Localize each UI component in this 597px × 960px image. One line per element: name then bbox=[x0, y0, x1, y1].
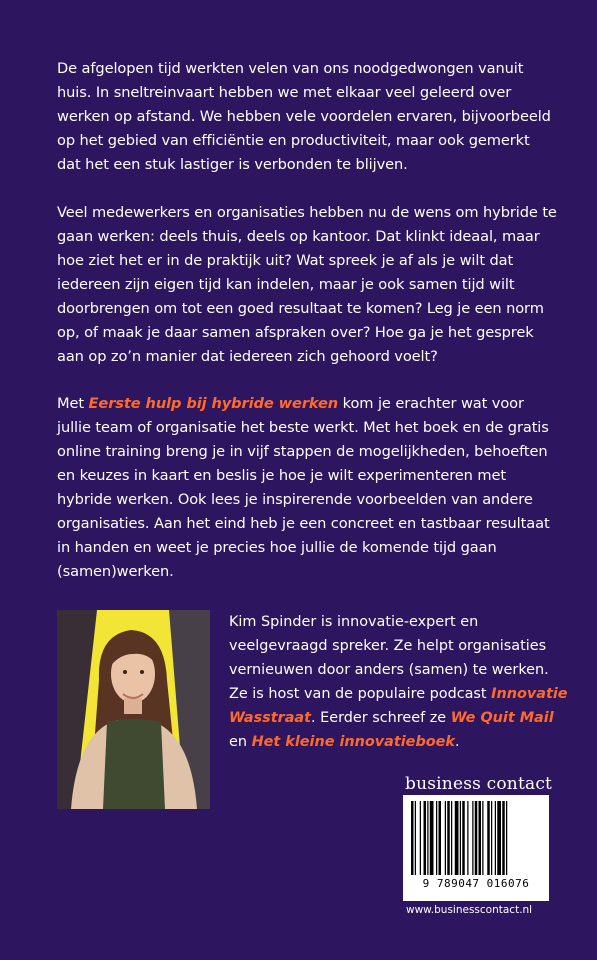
barcode-bar bbox=[427, 801, 428, 875]
barcode-bar bbox=[467, 801, 468, 875]
author-photo bbox=[57, 610, 210, 809]
barcode-bar bbox=[420, 801, 421, 875]
book-paragraph bbox=[57, 392, 557, 584]
barcode-bar bbox=[430, 801, 434, 875]
barcode-bar bbox=[445, 801, 446, 875]
hybrid-paragraph: Veel medewerkers en organisaties hebben nu de wens om hybride te gaan werken: deels thuis, deels op kantoor. Dat klinkt ideaal, maar hoe ziet het er in de praktijk uit? Wat spreek je af als je wilt dat iedereen zijn eigen tijd kan indelen, maar je ook samen tijd wilt doorbrengen om tot een goed resultaat te komen? Leg je een norm op, of maak je daar samen afspraken over? Hoe ga je het gesprek aan op zo’n manier dat iedereen zich gehoord voelt? bbox=[57, 204, 557, 365]
publisher-logo: business contact bbox=[405, 774, 553, 794]
barcode-bar bbox=[462, 801, 465, 875]
bio-text-2: . Eerder schreef ze bbox=[311, 710, 451, 726]
barcode-bar bbox=[424, 801, 427, 875]
barcode-bar bbox=[491, 801, 492, 875]
barcode-bar bbox=[451, 801, 452, 875]
barcode-bar bbox=[436, 801, 437, 875]
barcode-bar bbox=[482, 801, 483, 875]
barcode-bar bbox=[487, 801, 490, 875]
barcode bbox=[403, 795, 549, 901]
bio-text-1: Kim Spinder is innovatie-expert en veelgevraagd spreker. Ze helpt organisaties vernieuwen door anders (samen) te werken. Ze is host van de populaire podcast bbox=[229, 614, 549, 702]
barcode-bar bbox=[479, 801, 482, 875]
barcode-bar bbox=[495, 801, 496, 875]
book-title-we-quit-mail: We Quit Mail bbox=[450, 710, 554, 726]
barcode-bar bbox=[415, 801, 416, 875]
barcode-bar bbox=[439, 801, 442, 875]
barcode-bar bbox=[472, 801, 473, 875]
publisher-website: www.businesscontact.nl bbox=[406, 904, 533, 916]
barcode-bar bbox=[502, 801, 505, 875]
barcode-bar bbox=[455, 801, 459, 875]
podcast-title: Innovatie Wasstraat bbox=[229, 686, 568, 726]
barcode-bar bbox=[506, 801, 507, 875]
isbn-number: 9 789047 016076 bbox=[422, 877, 530, 890]
intro-paragraph: De afgelopen tijd werkten velen van ons noodgedwongen vanuit huis. In sneltreinvaart hebben we met elkaar veel geleerd over werken op afstand. We hebben vele voordelen ervaren, bijvoorbeeld op het gebied van efficiëntie en productiviteit, maar ook gemerkt dat het een stuk lastiger is verbonden te blijven. bbox=[57, 60, 551, 173]
book-title: Eerste hulp bij hybride werken bbox=[88, 395, 339, 412]
barcode-bar bbox=[497, 801, 501, 875]
barcode-bar bbox=[411, 801, 414, 875]
book-paragraph-rest: kom je erachter wat voor jullie team of organisatie het beste werkt. Met het boek en de gratis online training breng je in vijf stappen de mogelijkheden, behoeften en keuzes in kaart en beslis je hoe je wilt experimenteren met hybride werken. Ook lees je inspirerende voorbeelden van andere organisaties. Aan het eind heb je een concreet en tastbaar resultaat in handen en weet je precies hoe jullie de komende tijd gaan (samen)werken. bbox=[57, 395, 550, 580]
barcode-bar bbox=[475, 801, 478, 875]
book-title-innovatieboek: Het kleine innovatieboek bbox=[251, 734, 455, 750]
barcode-bar bbox=[460, 801, 461, 875]
barcode-bar bbox=[447, 801, 450, 875]
bio-text-3: en bbox=[229, 734, 252, 750]
barcode-bars bbox=[409, 801, 543, 877]
author-bio bbox=[229, 610, 569, 754]
book-paragraph-start: Met bbox=[57, 395, 89, 412]
bio-text-4: . bbox=[454, 734, 460, 750]
